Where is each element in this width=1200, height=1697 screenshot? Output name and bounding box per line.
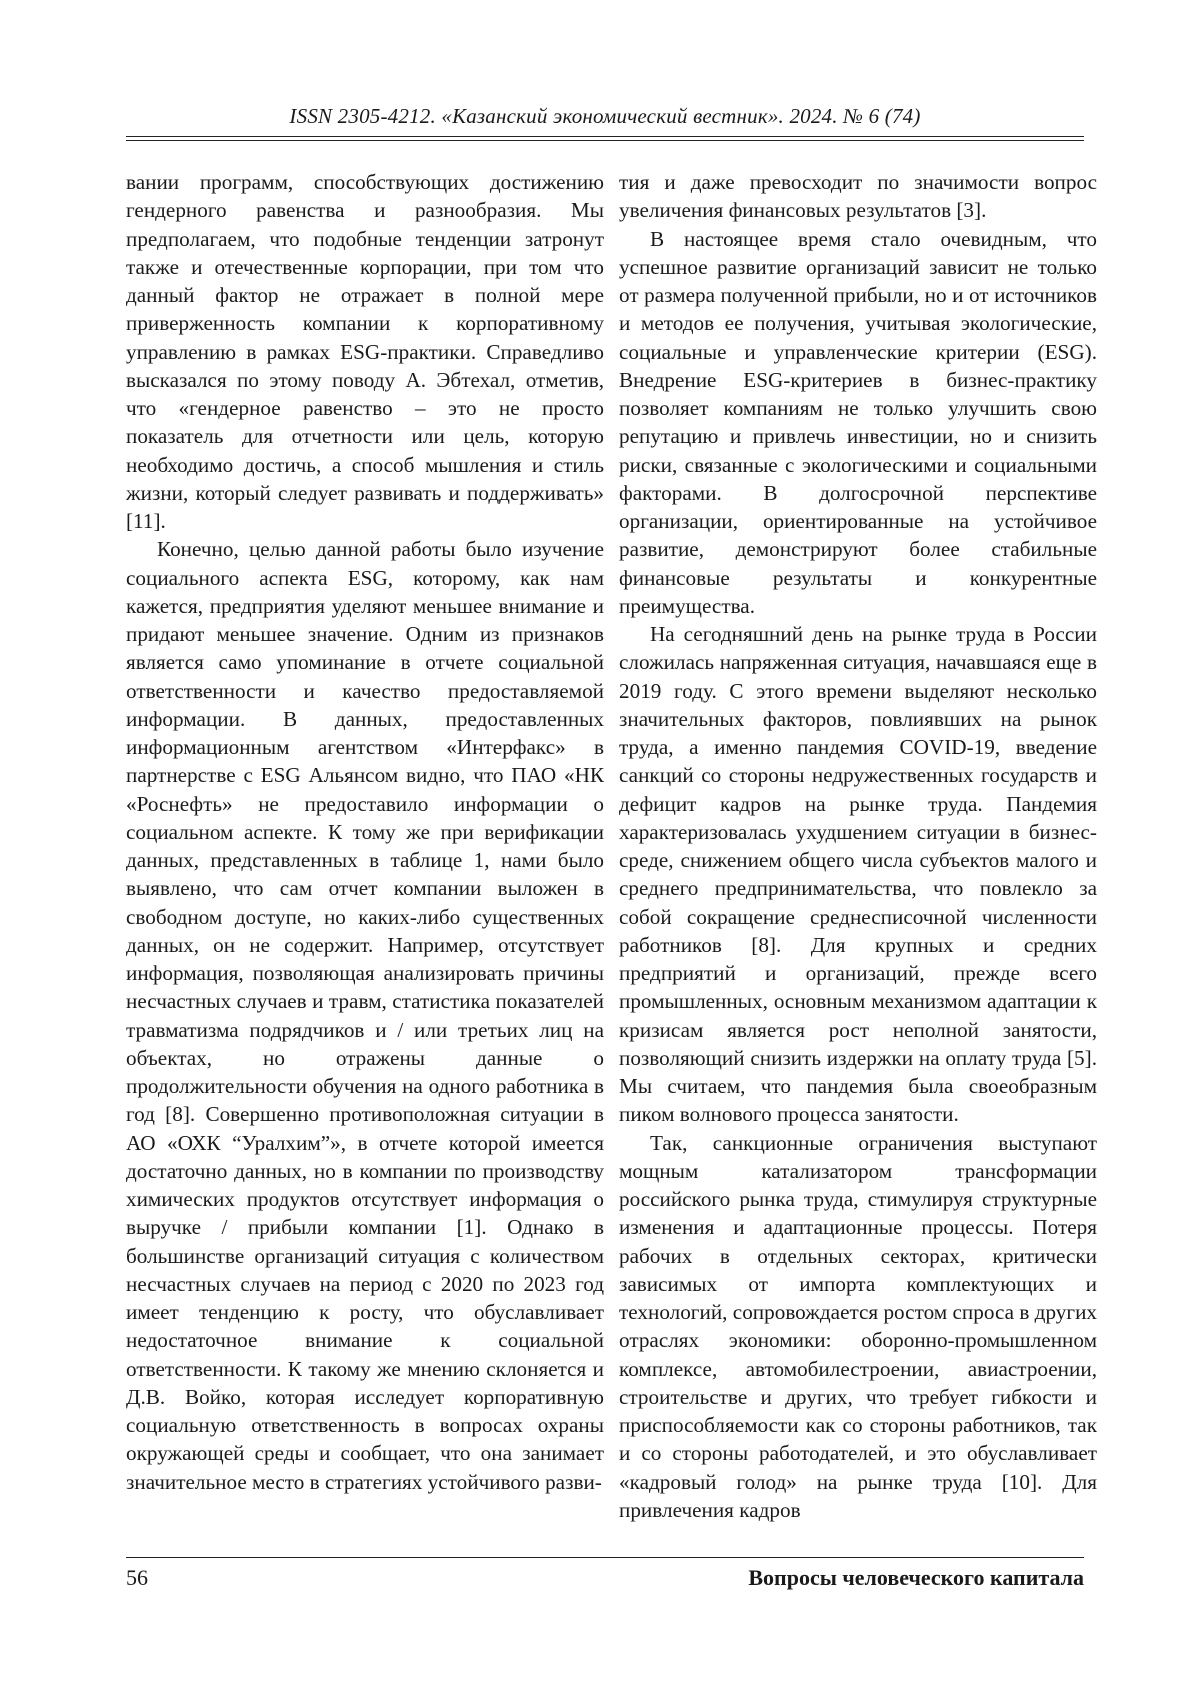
paragraph: Конечно, целью данной работы было изучение социального аспекта ESG, которому, как нам кажется, предприятия уделяют меньшее внимание и придают меньшее значение. Одним из признаков является само упоминание в отчете социальной ответственности и качество предоставляемой информации. В данных, предоставленных информационным агентством «Интерфакс» в партнерстве с ESG Альянсом видно, что ПАО «НК «Роснефть» не предоставило информации о социальном аспекте. К тому же при верификации данных, представленных в таблице 1, нами было выявлено, что сам отчет компании выложен в свободном доступе, но каких-либо существенных данных, он не содержит. Например, отсутствует информация, позволяющая анализировать причины несчастных случаев и травм, статистика показателей травматизма подрядчиков и / или третьих лиц на объектах, но отражены данные о продолжительности обучения на одного работника в год [8]. Совершенно противоположная ситуации в АО «ОХК “Уралхим”», в отчете которой имеется достаточно данных, но в компании по производству химических продуктов отсутствует информация о выручке / прибыли компании [1]. Однако в большинстве организаций ситуация с количеством несчастных случаев на период с 2020 по 2023 год имеет тенденцию к росту, что обуславливает недостаточное внимание к социальной ответственности. К такому же мнению склоняется и Д.В. Войко, которая исследует корпоративную социальную ответственность в вопросах охраны окружающей среды и сообщает, что она занимает значительное место в стратегиях устойчивого разви-	[126, 537, 604, 1494]
paragraph: Так, санкционные ограничения выступают мощным катализатором трансформации российского рынка труда, стимулируя структурные изменения и адаптационные процессы. Потеря рабочих в отдельных секторах, критически зависимых от импорта комплектующих и технологий, сопровождается ростом спроса в других отраслях экономики: оборонно-промышленном комплексе, автомобилестроении, авиастроении, строительстве и других, что требует гибкости и приспособляемости как со стороны работников, так и со стороны работодателей, и это обуславливает «кадровый голод» на рынке труда [10]. Для привлечения кадров	[619, 1130, 1097, 1522]
page-number: 56	[126, 1565, 148, 1590]
paragraph: В настоящее время стало очевидным, что успешное развитие организаций зависит не только от размера полученной прибыли, но и от источников и методов ее получения, учитывая экологические, социальные и управленческие критерии (ESG). Внедрение ESG-критериев в бизнес-практику позволяет компаниям не только улучшить свою репутацию и привлечь инвестиции, но и снизить риски, связанные с экологическими и социальными факторами. В долгосрочной перспективе организации, ориентированные на устойчивое развитие, демонстрируют более стабильные финансовые результаты и конкурентные преимущества.	[619, 226, 1097, 618]
right-column	[619, 168, 1097, 1524]
paragraph: На сегодняшний день на рынке труда в России сложилась напряженная ситуация, начавшаяся еще в 2019 году. С этого времени выделяют несколько значительных факторов, повлиявших на рынок труда, а именно пандемия COVID-19, введение санкций со стороны недружественных государств и дефицит кадров на рынке труда. Пандемия характеризовалась ухудшением ситуации в бизнес-среде, снижением общего числа субъектов малого и среднего предпринимательства, что повлекло за собой сокращение среднесписочной численности работников [8]. Для крупных и средних предприятий и организаций, прежде всего промышленных, основным механизмом адаптации к кризисам является рост неполной занятости, позволяющий снизить издержки на оплату труда [5]. Мы считаем, что пандемия была своеобразным пиком волнового процесса занятости.	[619, 622, 1097, 1127]
left-column	[126, 168, 604, 1496]
footer-rule	[126, 1557, 1084, 1558]
paragraph: вании программ, способствующих достижению гендерного равенства и разнообразия. Мы предполагаем, что подобные тенденции затронут также и отечественные корпорации, при том что данный фактор не отражает в полной мере приверженность компании к корпоративному управлению в рамках ESG-практики. Справедливо высказался по этому поводу А. Эбтехал, отметив, что «гендерное равенство – это не просто показатель для отчетности или цель, которую необходимо достичь, а способ мышления и стиль жизни, который следует развивать и поддерживать» [11].	[126, 170, 604, 533]
running-header: ISSN 2305-4212. «Казанский экономический вестник». 2024. № 6 (74)	[289, 104, 921, 128]
journal-section-title: Вопросы человеческого капитала	[748, 1565, 1084, 1590]
header-rule	[126, 136, 1084, 141]
paragraph: тия и даже превосходит по значимости вопрос увеличения финансовых результатов [3].	[619, 170, 1097, 223]
